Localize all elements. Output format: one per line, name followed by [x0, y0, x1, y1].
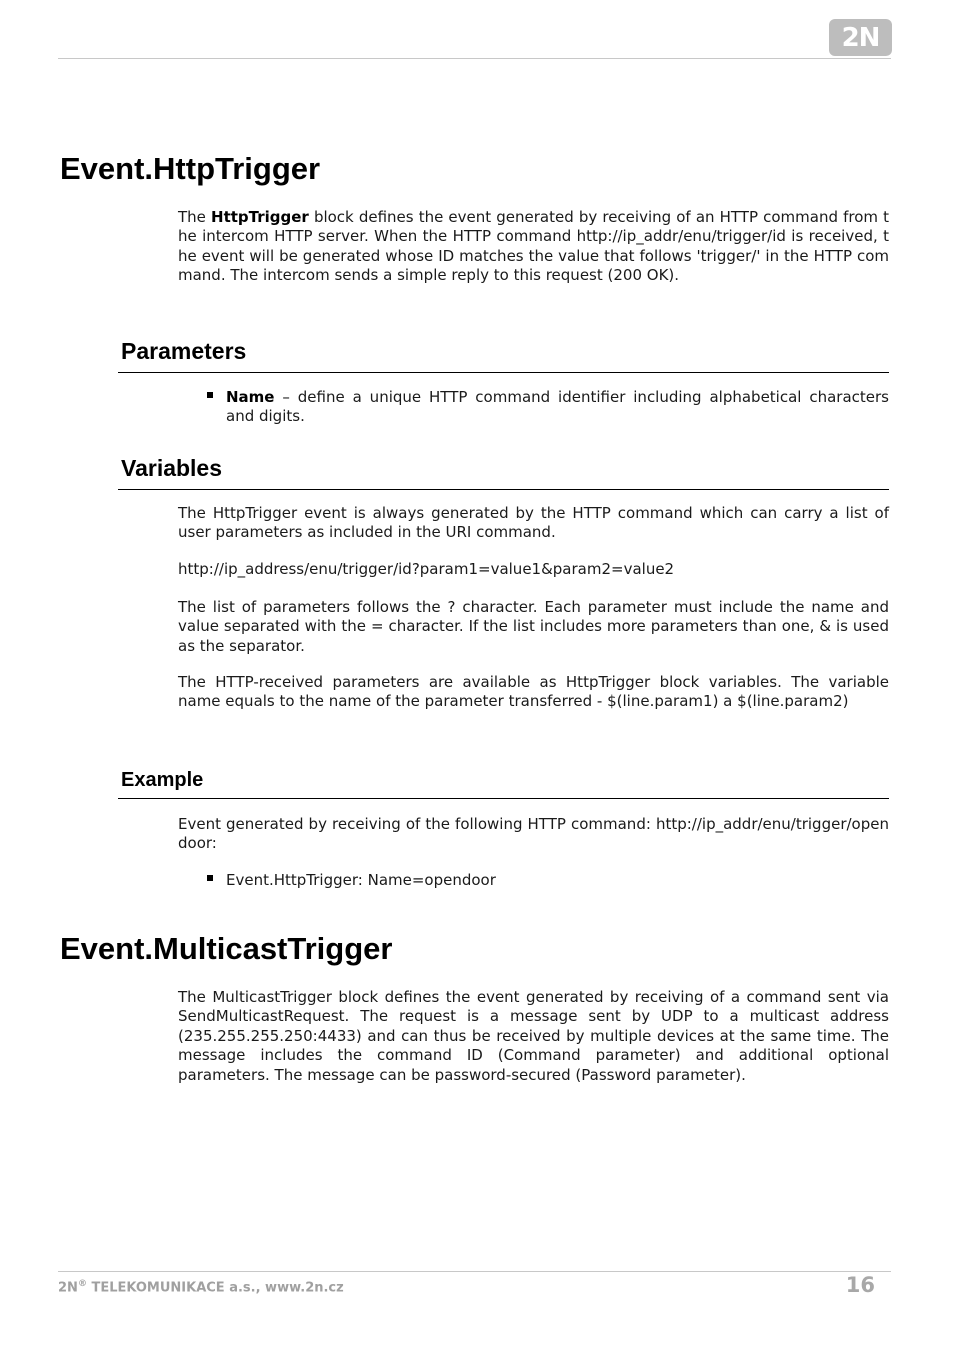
- variables-heading: Variables: [118, 455, 889, 490]
- parameters-heading: Parameters: [118, 338, 889, 373]
- logo-text: 2N: [841, 22, 880, 53]
- company-logo: [829, 19, 892, 56]
- footer-company-suffix: TELEKOMUNIKACE a.s., www.2n.cz: [86, 1280, 344, 1296]
- variables-uri-example: http://ip_address/enu/trigger/id?param1=value1&param2=value2: [178, 560, 675, 578]
- footer-company: [58, 1279, 344, 1295]
- bullet-square-icon: [207, 392, 213, 398]
- section-title-http-trigger: Event.HttpTrigger: [60, 151, 321, 186]
- header-rule: [58, 58, 891, 59]
- intro-pre: The: [178, 208, 212, 226]
- section-title-multicast-trigger: Event.MulticastTrigger: [60, 931, 393, 966]
- example-heading: Example: [118, 768, 889, 799]
- example-paragraph: Event generated by receiving of the following HTTP command: http://ip_addr/enu/trigger/opendoor:: [178, 815, 889, 853]
- variables-paragraph-3: The list of parameters follows the ? character. Each parameter must include the name and value separated with the = character. If the list includes more parameters than one, & is used as the separator.: [178, 598, 889, 655]
- multicast-trigger-intro: The MulticastTrigger block defines the event generated by receiving of a command sent via SendMulticastRequest. The request is a message sent by UDP to a multicast address (235.255.255.250:4433) and can thus be received by multiple devices at the same time. The message includes the command ID (Command parameter) and additional optional parameters. The message can be password-secured (Password parameter).: [178, 988, 889, 1084]
- variables-paragraph-4: The HTTP-received parameters are available as HttpTrigger block variables. The variable name equals to the name of the parameter transferred - $(line.param1) a $(line.param2): [178, 673, 889, 711]
- parameter-description: – define a unique HTTP command identifier including alphabetical characters and digits.: [226, 388, 889, 426]
- parameter-item-text: [226, 388, 889, 427]
- footer-rule: [58, 1271, 891, 1272]
- intro-bold-term: HttpTrigger: [211, 208, 309, 226]
- parameter-name: Name: [226, 388, 275, 406]
- parameter-item-name: [207, 388, 889, 427]
- page-number: 16: [845, 1273, 875, 1297]
- example-item-text: Event.HttpTrigger: Name=opendoor: [226, 871, 496, 889]
- footer-company-prefix: 2N: [58, 1280, 78, 1296]
- bullet-square-icon: [207, 875, 213, 881]
- registered-mark: ®: [77, 1279, 87, 1289]
- variables-paragraph-1: The HttpTrigger event is always generated by the HTTP command which can carry a list of user parameters as included in the URI command.: [178, 504, 889, 542]
- intro-post: block defines the event generated by receiving of an HTTP command from the intercom HTTP server. When the HTTP command http://ip_addr/enu/trigger/id is received, the event will be generated whose ID matches the value that follows 'trigger/' in the HTTP command. The intercom sends a simple reply to this request (200 OK).: [178, 208, 889, 285]
- example-item: [207, 871, 889, 890]
- http-trigger-intro: [178, 208, 889, 286]
